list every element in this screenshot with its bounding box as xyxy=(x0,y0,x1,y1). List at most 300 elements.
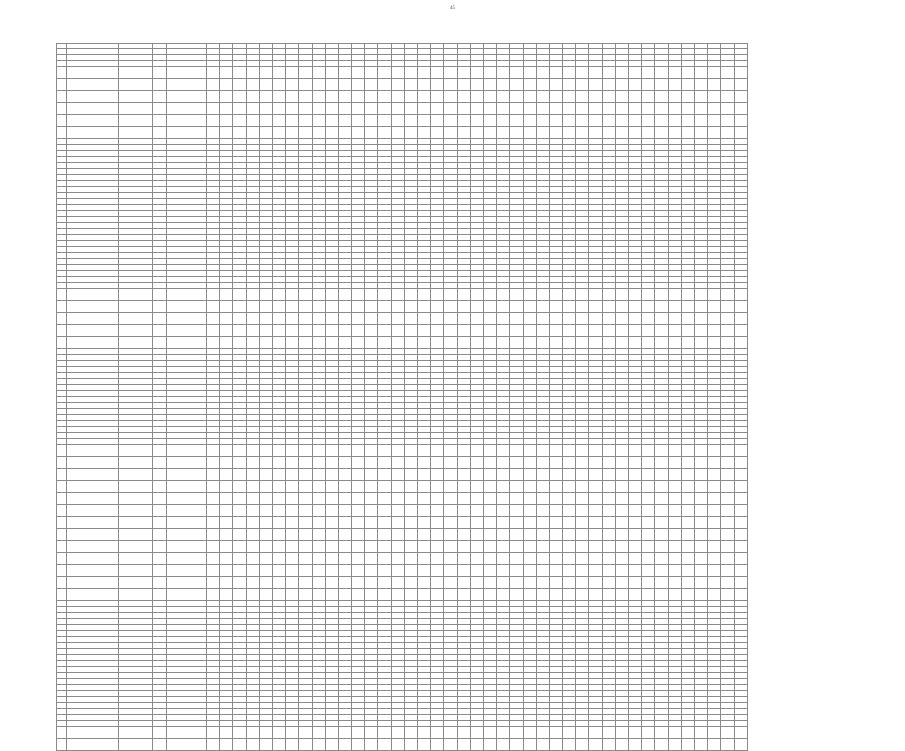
table-cell xyxy=(325,289,338,301)
table-cell xyxy=(536,445,549,457)
table-cell xyxy=(589,313,602,325)
table-cell xyxy=(470,127,483,139)
table-cell xyxy=(668,565,681,577)
table-cell xyxy=(352,553,365,565)
table-cell xyxy=(602,127,615,139)
table-cell xyxy=(629,127,642,139)
table-cell xyxy=(365,91,378,103)
table-cell xyxy=(655,103,668,115)
table-cell xyxy=(629,445,642,457)
table-cell xyxy=(220,457,233,469)
table-cell xyxy=(602,301,615,313)
table-cell xyxy=(352,445,365,457)
table-cell xyxy=(483,553,496,565)
table-cell xyxy=(352,67,365,79)
table-cell xyxy=(418,289,431,301)
table-cell-doc xyxy=(167,529,207,541)
table-cell xyxy=(563,577,576,589)
table-cell xyxy=(352,727,365,739)
table-cell xyxy=(642,517,655,529)
table-cell xyxy=(378,325,391,337)
table-cell-no xyxy=(57,517,67,529)
table-cell xyxy=(549,337,562,349)
table-cell xyxy=(734,481,747,493)
table-row xyxy=(57,445,748,457)
table-cell xyxy=(497,301,510,313)
table-cell xyxy=(220,79,233,91)
table-cell xyxy=(391,115,404,127)
table-cell xyxy=(655,67,668,79)
table-cell xyxy=(708,79,721,91)
table-cell xyxy=(470,325,483,337)
table-cell xyxy=(470,517,483,529)
table-cell xyxy=(259,727,272,739)
table-cell xyxy=(378,469,391,481)
table-cell xyxy=(233,517,246,529)
table-cell xyxy=(721,91,734,103)
table-cell xyxy=(708,481,721,493)
table-cell xyxy=(246,481,259,493)
table-cell xyxy=(470,481,483,493)
table-cell-no xyxy=(57,493,67,505)
table-cell-org xyxy=(67,301,119,313)
table-cell xyxy=(391,505,404,517)
table-row xyxy=(57,517,748,529)
table-cell xyxy=(299,103,312,115)
table-cell xyxy=(602,577,615,589)
table-cell xyxy=(629,469,642,481)
table-cell xyxy=(629,493,642,505)
table-cell xyxy=(286,79,299,91)
table-cell xyxy=(497,493,510,505)
table-cell xyxy=(431,337,444,349)
table-cell xyxy=(655,457,668,469)
table-cell xyxy=(272,541,285,553)
table-cell xyxy=(629,565,642,577)
table-cell xyxy=(602,337,615,349)
table-cell xyxy=(457,469,470,481)
table-cell xyxy=(286,91,299,103)
table-cell xyxy=(615,115,628,127)
table-cell-no xyxy=(57,289,67,301)
table-cell xyxy=(391,493,404,505)
table-cell xyxy=(312,469,325,481)
table-cell xyxy=(694,67,707,79)
table-cell xyxy=(681,589,694,601)
table-cell xyxy=(312,325,325,337)
table-cell xyxy=(642,67,655,79)
table-cell xyxy=(207,565,220,577)
table-cell xyxy=(681,103,694,115)
table-cell xyxy=(457,445,470,457)
table-cell xyxy=(629,739,642,751)
table-cell xyxy=(378,739,391,751)
table-cell xyxy=(312,517,325,529)
table-cell xyxy=(497,91,510,103)
table-cell xyxy=(576,91,589,103)
table-cell xyxy=(563,505,576,517)
table-cell xyxy=(497,115,510,127)
table-cell xyxy=(629,301,642,313)
table-cell-doc xyxy=(167,481,207,493)
table-cell-place xyxy=(119,553,153,565)
table-cell xyxy=(220,565,233,577)
table-cell xyxy=(272,529,285,541)
table-cell xyxy=(668,541,681,553)
table-cell xyxy=(233,505,246,517)
table-cell xyxy=(589,541,602,553)
table-cell xyxy=(457,589,470,601)
table-cell xyxy=(352,481,365,493)
table-cell xyxy=(563,529,576,541)
table-cell xyxy=(668,505,681,517)
table-cell xyxy=(549,127,562,139)
table-cell-code xyxy=(153,127,167,139)
table-cell xyxy=(352,127,365,139)
table-cell xyxy=(286,589,299,601)
table-cell xyxy=(444,727,457,739)
table-cell xyxy=(338,115,351,127)
table-cell xyxy=(457,457,470,469)
table-cell-place xyxy=(119,289,153,301)
table-cell xyxy=(655,727,668,739)
table-cell xyxy=(378,337,391,349)
table-cell xyxy=(365,313,378,325)
table-cell xyxy=(642,529,655,541)
table-cell xyxy=(523,541,536,553)
table-cell xyxy=(352,313,365,325)
table-cell xyxy=(444,517,457,529)
table-cell xyxy=(721,115,734,127)
table-cell xyxy=(708,727,721,739)
table-cell xyxy=(629,505,642,517)
table-cell xyxy=(233,577,246,589)
table-cell xyxy=(338,67,351,79)
table-cell xyxy=(497,289,510,301)
table-cell xyxy=(734,577,747,589)
table-cell xyxy=(246,313,259,325)
table-cell xyxy=(536,325,549,337)
table-cell xyxy=(338,493,351,505)
table-cell xyxy=(365,493,378,505)
table-cell-doc xyxy=(167,739,207,751)
table-cell xyxy=(338,127,351,139)
table-cell-code xyxy=(153,313,167,325)
table-cell xyxy=(523,739,536,751)
table-cell xyxy=(549,445,562,457)
table-cell xyxy=(734,505,747,517)
table-cell xyxy=(418,727,431,739)
table-cell xyxy=(602,115,615,127)
table-cell xyxy=(299,91,312,103)
table-cell xyxy=(721,589,734,601)
table-cell-org xyxy=(67,553,119,565)
table-cell xyxy=(220,541,233,553)
table-cell-place xyxy=(119,739,153,751)
table-cell xyxy=(312,103,325,115)
table-cell xyxy=(681,313,694,325)
table-cell xyxy=(681,79,694,91)
table-cell-doc xyxy=(167,469,207,481)
table-cell xyxy=(536,577,549,589)
table-cell xyxy=(325,445,338,457)
table-cell xyxy=(470,739,483,751)
table-cell xyxy=(246,127,259,139)
table-cell xyxy=(404,553,417,565)
table-cell xyxy=(418,517,431,529)
table-cell xyxy=(655,289,668,301)
table-row xyxy=(57,289,748,301)
table-cell xyxy=(272,115,285,127)
table-cell xyxy=(418,445,431,457)
table-cell xyxy=(629,325,642,337)
table-cell xyxy=(246,79,259,91)
table-cell-no xyxy=(57,565,67,577)
table-cell xyxy=(457,325,470,337)
table-cell-doc xyxy=(167,517,207,529)
table-cell xyxy=(404,337,417,349)
table-cell xyxy=(523,337,536,349)
table-cell xyxy=(272,103,285,115)
table-cell xyxy=(352,505,365,517)
table-cell xyxy=(483,469,496,481)
table-cell xyxy=(391,445,404,457)
table-cell xyxy=(299,127,312,139)
table-cell xyxy=(365,481,378,493)
table-cell xyxy=(589,127,602,139)
table-cell xyxy=(352,493,365,505)
table-cell xyxy=(259,493,272,505)
table-row xyxy=(57,79,748,91)
table-cell xyxy=(655,541,668,553)
table-cell xyxy=(523,445,536,457)
table-cell xyxy=(286,553,299,565)
table-cell xyxy=(576,325,589,337)
table-cell-org xyxy=(67,739,119,751)
table-cell xyxy=(312,493,325,505)
table-cell-no xyxy=(57,103,67,115)
table-cell xyxy=(457,529,470,541)
table-cell xyxy=(681,727,694,739)
table-cell xyxy=(352,457,365,469)
table-cell xyxy=(708,541,721,553)
table-cell xyxy=(510,505,523,517)
table-cell xyxy=(655,115,668,127)
table-cell xyxy=(576,115,589,127)
table-cell xyxy=(721,289,734,301)
table-cell xyxy=(629,541,642,553)
table-row xyxy=(57,577,748,589)
table-cell xyxy=(721,529,734,541)
table-cell xyxy=(563,445,576,457)
table-cell xyxy=(655,553,668,565)
table-cell xyxy=(207,127,220,139)
table-cell xyxy=(391,337,404,349)
table-cell xyxy=(233,739,246,751)
table-cell xyxy=(549,577,562,589)
table-cell xyxy=(563,457,576,469)
table-cell xyxy=(391,469,404,481)
table-cell-code xyxy=(153,529,167,541)
table-cell xyxy=(523,577,536,589)
table-cell xyxy=(483,529,496,541)
table-cell xyxy=(299,313,312,325)
table-cell xyxy=(378,301,391,313)
table-cell-no xyxy=(57,577,67,589)
table-cell xyxy=(523,553,536,565)
table-cell xyxy=(378,529,391,541)
table-cell-code xyxy=(153,553,167,565)
table-cell xyxy=(523,79,536,91)
table-cell xyxy=(286,103,299,115)
table-cell xyxy=(457,481,470,493)
table-cell xyxy=(338,565,351,577)
table-cell-place xyxy=(119,457,153,469)
table-cell xyxy=(246,103,259,115)
table-cell xyxy=(207,67,220,79)
table-cell xyxy=(694,739,707,751)
table-cell xyxy=(549,553,562,565)
table-cell xyxy=(470,727,483,739)
table-cell xyxy=(563,541,576,553)
table-cell xyxy=(286,505,299,517)
table-cell xyxy=(576,337,589,349)
table-cell xyxy=(523,517,536,529)
table-cell xyxy=(668,337,681,349)
table-cell xyxy=(457,127,470,139)
table-cell xyxy=(576,457,589,469)
table-cell xyxy=(694,481,707,493)
table-cell xyxy=(497,337,510,349)
table-cell xyxy=(523,313,536,325)
table-cell xyxy=(286,493,299,505)
table-cell-no xyxy=(57,553,67,565)
table-cell xyxy=(734,91,747,103)
table-cell xyxy=(655,301,668,313)
table-cell xyxy=(629,589,642,601)
table-cell xyxy=(642,445,655,457)
table-cell xyxy=(734,445,747,457)
table-cell xyxy=(642,313,655,325)
table-cell xyxy=(246,115,259,127)
table-cell xyxy=(246,325,259,337)
table-cell xyxy=(286,727,299,739)
table-cell xyxy=(497,541,510,553)
table-cell xyxy=(615,325,628,337)
table-cell xyxy=(510,727,523,739)
table-cell xyxy=(233,589,246,601)
table-cell xyxy=(549,589,562,601)
table-cell xyxy=(470,115,483,127)
table-cell xyxy=(549,529,562,541)
table-cell xyxy=(259,337,272,349)
table-cell xyxy=(708,469,721,481)
table-row xyxy=(57,553,748,565)
table-cell xyxy=(510,337,523,349)
table-cell xyxy=(444,445,457,457)
table-cell-org xyxy=(67,79,119,91)
table-cell xyxy=(576,67,589,79)
table-cell xyxy=(708,553,721,565)
table-cell xyxy=(589,289,602,301)
table-cell xyxy=(523,505,536,517)
table-cell-no xyxy=(57,589,67,601)
table-cell-no xyxy=(57,481,67,493)
table-cell xyxy=(483,67,496,79)
table-cell xyxy=(444,289,457,301)
table-cell xyxy=(589,469,602,481)
table-cell-code xyxy=(153,517,167,529)
table-cell xyxy=(246,589,259,601)
table-cell-org xyxy=(67,577,119,589)
table-cell xyxy=(563,289,576,301)
table-cell xyxy=(721,553,734,565)
table-cell xyxy=(365,505,378,517)
table-cell xyxy=(523,493,536,505)
table-cell xyxy=(668,529,681,541)
table-cell xyxy=(668,127,681,139)
table-cell xyxy=(404,289,417,301)
table-cell xyxy=(602,67,615,79)
table-cell xyxy=(536,337,549,349)
table-cell xyxy=(681,115,694,127)
table-cell-no xyxy=(57,457,67,469)
table-cell xyxy=(563,301,576,313)
table-cell xyxy=(497,589,510,601)
table-cell-org xyxy=(67,529,119,541)
table-cell xyxy=(259,517,272,529)
table-cell xyxy=(365,577,378,589)
table-cell xyxy=(338,505,351,517)
table-cell xyxy=(523,91,536,103)
table-cell xyxy=(668,553,681,565)
table-cell xyxy=(207,79,220,91)
table-cell-no xyxy=(57,445,67,457)
table-cell xyxy=(668,739,681,751)
table-cell-place xyxy=(119,565,153,577)
table-cell-place xyxy=(119,127,153,139)
table-cell xyxy=(668,115,681,127)
table-cell-code xyxy=(153,337,167,349)
table-cell xyxy=(615,517,628,529)
table-cell-code xyxy=(153,301,167,313)
table-cell xyxy=(404,103,417,115)
table-cell-doc xyxy=(167,445,207,457)
table-cell xyxy=(312,505,325,517)
table-cell xyxy=(721,301,734,313)
table-cell xyxy=(391,739,404,751)
table-cell xyxy=(431,457,444,469)
table-cell xyxy=(602,565,615,577)
table-cell xyxy=(615,553,628,565)
table-cell xyxy=(510,457,523,469)
table-cell xyxy=(536,505,549,517)
table-cell xyxy=(246,493,259,505)
table-cell xyxy=(510,67,523,79)
table-cell xyxy=(233,325,246,337)
table-cell xyxy=(694,313,707,325)
table-cell-place xyxy=(119,337,153,349)
table-cell xyxy=(615,301,628,313)
table-cell xyxy=(576,469,589,481)
table-cell xyxy=(352,115,365,127)
table-cell xyxy=(233,313,246,325)
table-cell xyxy=(615,91,628,103)
table-cell xyxy=(272,727,285,739)
table-cell xyxy=(563,67,576,79)
table-cell xyxy=(207,541,220,553)
table-cell xyxy=(708,517,721,529)
